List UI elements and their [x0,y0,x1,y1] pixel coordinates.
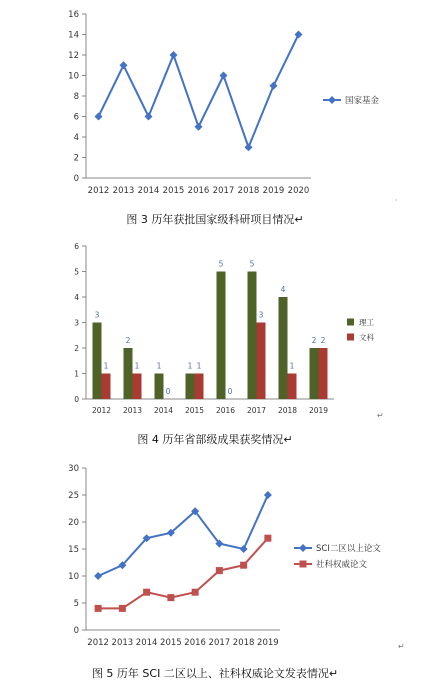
data-label: 3 [258,310,264,320]
data-label: 1 [134,361,140,371]
data-label: 1 [156,361,162,371]
data-point [94,572,102,580]
x-tick-label: 2012 [87,186,110,196]
data-point [264,491,272,499]
x-tick-label: 2020 [287,186,310,196]
y-tick-label: 4 [74,293,79,302]
figure-5-caption: 图 5 历年 SCI 二区以上、社科权威论文发表情况↵ [91,667,339,680]
data-point [119,605,126,612]
x-tick-label: 2014 [137,186,160,196]
y-tick-label: 20 [68,518,79,528]
x-tick-label: 2017 [212,186,235,196]
data-point [216,567,223,574]
x-tick-label: 2015 [160,638,182,648]
y-tick-label: 6 [73,112,79,123]
x-tick-label: 2016 [184,638,206,648]
legend-label: SCI二区以上论文 [316,544,381,554]
y-tick-label: 16 [68,10,79,20]
legend-label: 社科权威论文 [316,560,368,570]
data-label: 5 [249,259,255,269]
x-tick-label: 2019 [308,406,329,415]
y-tick-label: 30 [68,464,79,474]
y-tick-label: 25 [68,491,79,501]
legend-marker [300,561,307,568]
x-tick-label: 2018 [232,638,255,648]
y-tick-label: 0 [73,174,79,184]
x-tick-label: 2018 [277,406,298,415]
y-tick-label: 4 [73,133,79,143]
data-point [264,535,271,542]
legend-label: 文科 [359,333,374,342]
y-tick-label: 12 [68,51,79,61]
y-tick-label: 8 [73,92,79,102]
data-point [95,605,102,612]
x-tick-label: 2016 [187,186,210,196]
data-label: 1 [196,361,202,371]
x-tick-label: 2018 [237,186,260,196]
y-tick-label: 3 [74,318,79,328]
data-label: 1 [289,361,295,371]
x-tick-label: 2013 [112,186,135,196]
x-tick-label: 2019 [257,638,279,648]
data-label: 0 [165,387,171,396]
x-tick-label: 2019 [262,186,285,196]
y-tick-label: 1 [74,369,79,379]
y-tick-label: 2 [74,344,79,353]
paragraph-mark: ↵ [377,411,384,420]
legend-marker [299,544,307,552]
y-tick-label: 10 [68,572,79,582]
data-label: 2 [125,336,131,345]
data-point [167,594,174,601]
y-tick-label: 10 [68,71,79,82]
y-tick-label: 15 [68,545,79,555]
data-point [143,589,150,596]
y-tick-label: 5 [74,267,79,277]
y-tick-label: 0 [74,395,79,404]
legend-label: 国家基金 [345,96,380,106]
y-tick-label: 5 [73,599,79,609]
x-tick-label: 2015 [162,186,185,196]
x-tick-label: 2014 [153,406,174,415]
x-tick-label: 2012 [87,638,109,648]
data-label: 2 [311,336,317,345]
paragraph-mark: ↵ [398,642,405,651]
y-tick-label: 6 [74,242,79,251]
legend-label: 理工 [359,318,374,327]
x-tick-label: 2015 [184,406,205,415]
paragraph-mark: · [395,196,398,205]
data-label: 3 [94,310,100,320]
figure-3-caption: 图 3 历年获批国家级科研项目情况↵ [126,213,304,226]
data-point [192,589,199,596]
x-tick-label: 2012 [91,406,112,415]
data-label: 1 [187,361,193,371]
data-label: 0 [227,387,233,396]
data-label: 1 [103,361,109,371]
figure-4-caption: 图 4 历年省部级成果获奖情况↵ [137,433,293,446]
y-tick-label: 2 [73,153,79,164]
y-tick-label: 14 [68,30,79,41]
data-point [240,562,247,569]
x-tick-label: 2013 [122,406,143,415]
y-tick-label: 0 [73,626,79,636]
x-tick-label: 2013 [111,638,134,648]
x-tick-label: 2017 [246,406,267,415]
data-point [240,545,248,553]
data-label: 2 [320,336,326,345]
x-tick-label: 2017 [208,638,231,648]
x-tick-label: 2014 [135,638,158,648]
data-label: 5 [218,259,224,269]
data-label: 4 [280,285,286,294]
x-tick-label: 2016 [215,406,236,415]
